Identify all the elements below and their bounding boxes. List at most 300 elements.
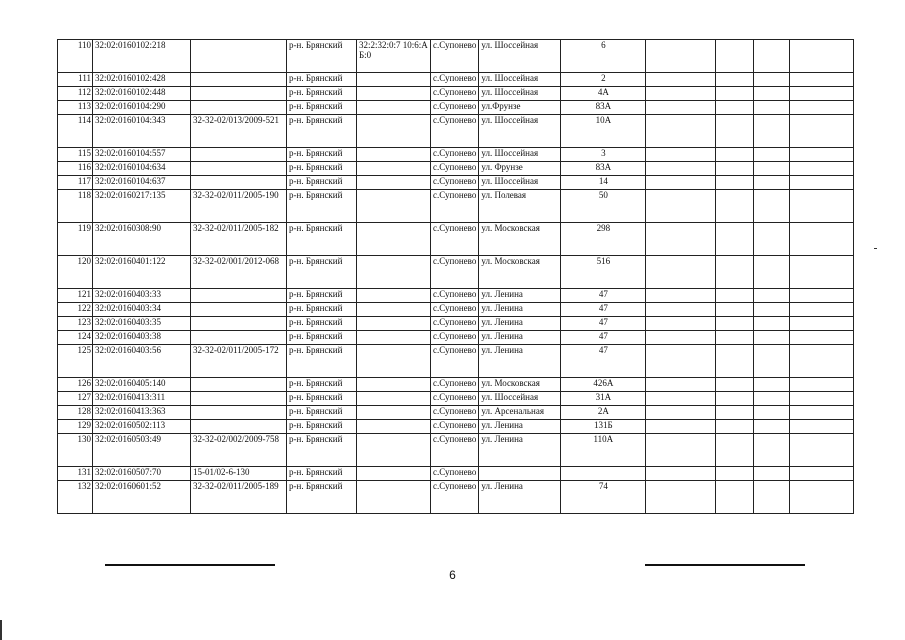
cell-cad: 32:02:0160403:35 [93,317,191,331]
cell-empty [754,406,790,420]
cell-empty [646,176,716,190]
cell-village: с.Супонево [431,289,479,303]
cell-empty [646,392,716,406]
cell-reg [191,331,287,345]
cell-empty [754,40,790,73]
cell-reg [191,101,287,115]
cell-house: 3 [561,148,646,162]
table-row [58,176,854,190]
cell-num: 125 [58,345,93,378]
cell-cad: 32:02:0160104:290 [93,101,191,115]
cell-empty [716,289,754,303]
cell-street: ул. Фрунзе [479,162,561,176]
cell-empty [754,176,790,190]
cell-street: ул. Шоссейная [479,73,561,87]
cell-cad: 32:02:0160102:428 [93,73,191,87]
cell-extra [357,87,431,101]
cell-empty [790,73,854,87]
cell-reg [191,40,287,73]
cell-street: ул. Шоссейная [479,148,561,162]
table-row [58,40,854,73]
cell-district: р-н. Брянский [287,467,357,481]
table-row [58,115,854,148]
footer-rule-right [645,564,805,566]
cell-num: 127 [58,392,93,406]
cell-empty [716,467,754,481]
cell-num: 115 [58,148,93,162]
cell-empty [716,40,754,73]
cell-extra [357,115,431,148]
cell-village: с.Супонево [431,406,479,420]
cell-extra [357,467,431,481]
cell-num: 118 [58,190,93,223]
table-row [58,73,854,87]
cell-reg [191,162,287,176]
cell-house: 31А [561,392,646,406]
cell-street: ул. Ленина [479,303,561,317]
cell-empty [716,378,754,392]
cell-house: 74 [561,481,646,514]
cell-empty [754,345,790,378]
cell-street: ул. Ленина [479,420,561,434]
cell-district: р-н. Брянский [287,162,357,176]
cell-empty [646,303,716,317]
table-row [58,317,854,331]
cell-extra [357,176,431,190]
cell-num: 110 [58,40,93,73]
cell-extra [357,331,431,345]
cell-empty [716,256,754,289]
cell-empty [716,176,754,190]
cell-empty [716,392,754,406]
cell-empty [754,467,790,481]
cell-village: с.Супонево [431,434,479,467]
cell-village: с.Супонево [431,345,479,378]
cell-extra [357,162,431,176]
table-row [58,434,854,467]
cell-extra [357,223,431,256]
cell-cad: 32:02:0160104:343 [93,115,191,148]
table-row [58,406,854,420]
cell-house: 47 [561,289,646,303]
cell-house: 516 [561,256,646,289]
cell-empty [754,73,790,87]
cell-street: ул. Ленина [479,331,561,345]
cell-village: с.Супонево [431,162,479,176]
cell-empty [790,406,854,420]
cell-empty [790,148,854,162]
cell-street: ул. Ленина [479,289,561,303]
cell-num: 124 [58,331,93,345]
cell-empty [646,289,716,303]
cell-extra [357,345,431,378]
cell-reg: 32-32-02/013/2009-521 [191,115,287,148]
cell-empty [754,420,790,434]
cell-district: р-н. Брянский [287,317,357,331]
cell-house: 14 [561,176,646,190]
cell-village: с.Супонево [431,392,479,406]
cell-empty [790,256,854,289]
cell-district: р-н. Брянский [287,148,357,162]
cell-empty [646,481,716,514]
cell-district: р-н. Брянский [287,420,357,434]
cell-village: с.Супонево [431,87,479,101]
cell-cad: 32:02:0160104:637 [93,176,191,190]
cell-cad: 32:02:0160217:135 [93,190,191,223]
cell-empty [754,303,790,317]
cell-extra [357,148,431,162]
cell-empty [790,317,854,331]
cell-cad: 32:02:0160413:363 [93,406,191,420]
cell-village: с.Супонево [431,190,479,223]
cell-empty [754,256,790,289]
cell-num: 121 [58,289,93,303]
page-number: 6 [449,568,456,582]
cell-reg [191,420,287,434]
cell-reg: 32-32-02/001/2012-068 [191,256,287,289]
cell-empty [790,40,854,73]
cell-cad: 32:02:0160413:311 [93,392,191,406]
table-row [58,303,854,317]
cell-district: р-н. Брянский [287,345,357,378]
cell-empty [716,317,754,331]
cell-empty [716,420,754,434]
cell-extra [357,101,431,115]
cell-street: ул. Шоссейная [479,176,561,190]
table-row [58,331,854,345]
cell-street: ул. Ленина [479,345,561,378]
cell-village: с.Супонево [431,148,479,162]
cell-empty [646,434,716,467]
cell-house: 47 [561,317,646,331]
cell-street: ул. Шоссейная [479,87,561,101]
cell-num: 132 [58,481,93,514]
cell-house [561,467,646,481]
cell-street [479,467,561,481]
cell-street: ул. Ленина [479,317,561,331]
cell-empty [754,101,790,115]
cell-street: ул.Фрунзе [479,101,561,115]
cell-reg: 15-01/02-6-130 [191,467,287,481]
cell-cad: 32:02:0160507:70 [93,467,191,481]
cell-cad: 32:02:0160308:90 [93,223,191,256]
cell-street: ул. Ленина [479,481,561,514]
cell-village: с.Супонево [431,303,479,317]
cell-reg [191,406,287,420]
cell-empty [646,148,716,162]
cell-street: ул. Московская [479,223,561,256]
cell-empty [716,481,754,514]
cell-empty [716,434,754,467]
cell-extra [357,420,431,434]
cell-empty [646,317,716,331]
cell-extra [357,392,431,406]
cell-empty [646,223,716,256]
cell-house: 4А [561,87,646,101]
table-row [58,289,854,303]
table-row [58,378,854,392]
cell-reg [191,148,287,162]
cell-empty [754,87,790,101]
cell-empty [646,420,716,434]
cell-empty [790,176,854,190]
cell-cad: 32:02:0160401:122 [93,256,191,289]
table-row [58,467,854,481]
cell-empty [754,434,790,467]
cell-village: с.Супонево [431,73,479,87]
cell-village: с.Супонево [431,467,479,481]
cell-empty [716,345,754,378]
cell-empty [646,331,716,345]
cell-num: 129 [58,420,93,434]
cell-empty [790,481,854,514]
cell-district: р-н. Брянский [287,115,357,148]
cell-house: 47 [561,345,646,378]
cell-empty [754,481,790,514]
cell-district: р-н. Брянский [287,378,357,392]
cell-empty [790,378,854,392]
cell-village: с.Супонево [431,101,479,115]
cell-house: 83А [561,101,646,115]
cell-empty [716,101,754,115]
cell-village: с.Супонево [431,176,479,190]
cell-village: с.Супонево [431,378,479,392]
cell-house: 47 [561,303,646,317]
cell-extra [357,303,431,317]
cell-house: 2 [561,73,646,87]
cell-house: 298 [561,223,646,256]
cell-empty [646,378,716,392]
scan-mark [0,620,2,640]
cell-empty [754,317,790,331]
cell-num: 126 [58,378,93,392]
table-row [58,148,854,162]
cell-reg [191,87,287,101]
cell-reg: 32-32-02/002/2009-758 [191,434,287,467]
cell-empty [646,406,716,420]
cell-cad: 32:02:0160403:34 [93,303,191,317]
cell-village: с.Супонево [431,331,479,345]
cell-extra [357,190,431,223]
cell-extra [357,289,431,303]
cell-empty [716,148,754,162]
cell-num: 114 [58,115,93,148]
cell-reg: 32-32-02/011/2005-182 [191,223,287,256]
cell-reg [191,317,287,331]
cell-cad: 32:02:0160403:38 [93,331,191,345]
cell-empty [646,345,716,378]
cell-extra [357,434,431,467]
cell-empty [790,467,854,481]
cell-empty [754,162,790,176]
cell-extra [357,256,431,289]
cell-reg [191,73,287,87]
cell-num: 112 [58,87,93,101]
cell-street: ул. Шоссейная [479,115,561,148]
cell-num: 111 [58,73,93,87]
cell-district: р-н. Брянский [287,87,357,101]
cell-cad: 32:02:0160104:634 [93,162,191,176]
cell-cad: 32:02:0160102:218 [93,40,191,73]
cell-district: р-н. Брянский [287,101,357,115]
cell-cad: 32:02:0160102:448 [93,87,191,101]
cell-empty [754,115,790,148]
cell-num: 130 [58,434,93,467]
cell-village: с.Супонево [431,40,479,73]
cell-extra [357,73,431,87]
cell-house: 10А [561,115,646,148]
cell-cad: 32:02:0160104:557 [93,148,191,162]
cadastral-table [57,39,854,514]
cell-district: р-н. Брянский [287,223,357,256]
cell-house: 110А [561,434,646,467]
cell-empty [790,345,854,378]
cell-empty [716,87,754,101]
cell-empty [754,190,790,223]
cell-extra [357,406,431,420]
cell-district: р-н. Брянский [287,40,357,73]
cell-street: ул. Ленина [479,434,561,467]
cell-house: 2А [561,406,646,420]
cell-district: р-н. Брянский [287,176,357,190]
cell-empty [790,434,854,467]
cell-empty [754,378,790,392]
cell-extra: 32:2:32:0:7 10:6:АБ:0 [357,40,431,73]
cell-village: с.Супонево [431,481,479,514]
cell-village: с.Супонево [431,223,479,256]
cell-empty [716,406,754,420]
cell-cad: 32:02:0160405:140 [93,378,191,392]
cell-empty [716,115,754,148]
cell-num: 116 [58,162,93,176]
cell-district: р-н. Брянский [287,256,357,289]
cell-num: 113 [58,101,93,115]
cell-empty [754,223,790,256]
cell-district: р-н. Брянский [287,190,357,223]
table-row [58,420,854,434]
cell-empty [716,303,754,317]
cell-reg [191,303,287,317]
cell-empty [716,190,754,223]
cell-empty [790,289,854,303]
cell-empty [790,223,854,256]
cell-extra [357,317,431,331]
cell-extra [357,378,431,392]
cell-empty [716,73,754,87]
cell-district: р-н. Брянский [287,481,357,514]
cell-num: 119 [58,223,93,256]
scan-mark [874,248,877,249]
table-row [58,101,854,115]
cell-empty [754,392,790,406]
cell-empty [790,392,854,406]
cell-empty [646,467,716,481]
cell-village: с.Супонево [431,256,479,289]
cell-empty [790,331,854,345]
cell-street: ул. Шоссейная [479,392,561,406]
cell-extra [357,481,431,514]
cell-reg [191,289,287,303]
cell-district: р-н. Брянский [287,73,357,87]
cell-cad: 32:02:0160403:56 [93,345,191,378]
cell-empty [716,162,754,176]
table-body [58,40,854,514]
cell-empty [790,115,854,148]
cell-district: р-н. Брянский [287,406,357,420]
cell-empty [790,303,854,317]
cell-district: р-н. Брянский [287,392,357,406]
cell-house: 83А [561,162,646,176]
cell-empty [646,73,716,87]
table-row [58,223,854,256]
cell-street: ул. Полевая [479,190,561,223]
cell-empty [790,101,854,115]
cell-cad: 32:02:0160502:113 [93,420,191,434]
cell-empty [646,115,716,148]
cell-reg [191,378,287,392]
table-row [58,190,854,223]
cell-cad: 32:02:0160503:49 [93,434,191,467]
cell-num: 128 [58,406,93,420]
cell-empty [646,190,716,223]
cell-empty [646,87,716,101]
cell-num: 120 [58,256,93,289]
cell-empty [754,289,790,303]
table-row [58,162,854,176]
cell-street: ул. Московская [479,378,561,392]
table-row [58,345,854,378]
cell-village: с.Супонево [431,115,479,148]
cell-empty [646,101,716,115]
cell-district: р-н. Брянский [287,434,357,467]
cell-empty [646,40,716,73]
cell-district: р-н. Брянский [287,331,357,345]
cell-reg: 32-32-02/011/2005-172 [191,345,287,378]
cell-num: 131 [58,467,93,481]
cell-reg [191,392,287,406]
cell-empty [754,331,790,345]
cell-house: 131Б [561,420,646,434]
cell-district: р-н. Брянский [287,303,357,317]
cell-house: 6 [561,40,646,73]
cell-cad: 32:02:0160403:33 [93,289,191,303]
cell-house: 50 [561,190,646,223]
cell-house: 426А [561,378,646,392]
cell-empty [646,162,716,176]
cell-village: с.Супонево [431,420,479,434]
cell-empty [790,190,854,223]
table-row [58,256,854,289]
cell-empty [646,256,716,289]
table-row [58,481,854,514]
cell-village: с.Супонево [431,317,479,331]
cell-street: ул. Арсенальная [479,406,561,420]
table-row [58,87,854,101]
cell-street: ул. Шоссейная [479,40,561,73]
cell-district: р-н. Брянский [287,289,357,303]
cell-reg [191,176,287,190]
cell-empty [790,87,854,101]
cell-num: 117 [58,176,93,190]
cell-empty [790,420,854,434]
footer-rule-left [105,564,275,566]
cell-reg: 32-32-02/011/2005-189 [191,481,287,514]
cell-num: 122 [58,303,93,317]
cell-house: 47 [561,331,646,345]
cell-num: 123 [58,317,93,331]
cell-street: ул. Московская [479,256,561,289]
cell-empty [790,162,854,176]
